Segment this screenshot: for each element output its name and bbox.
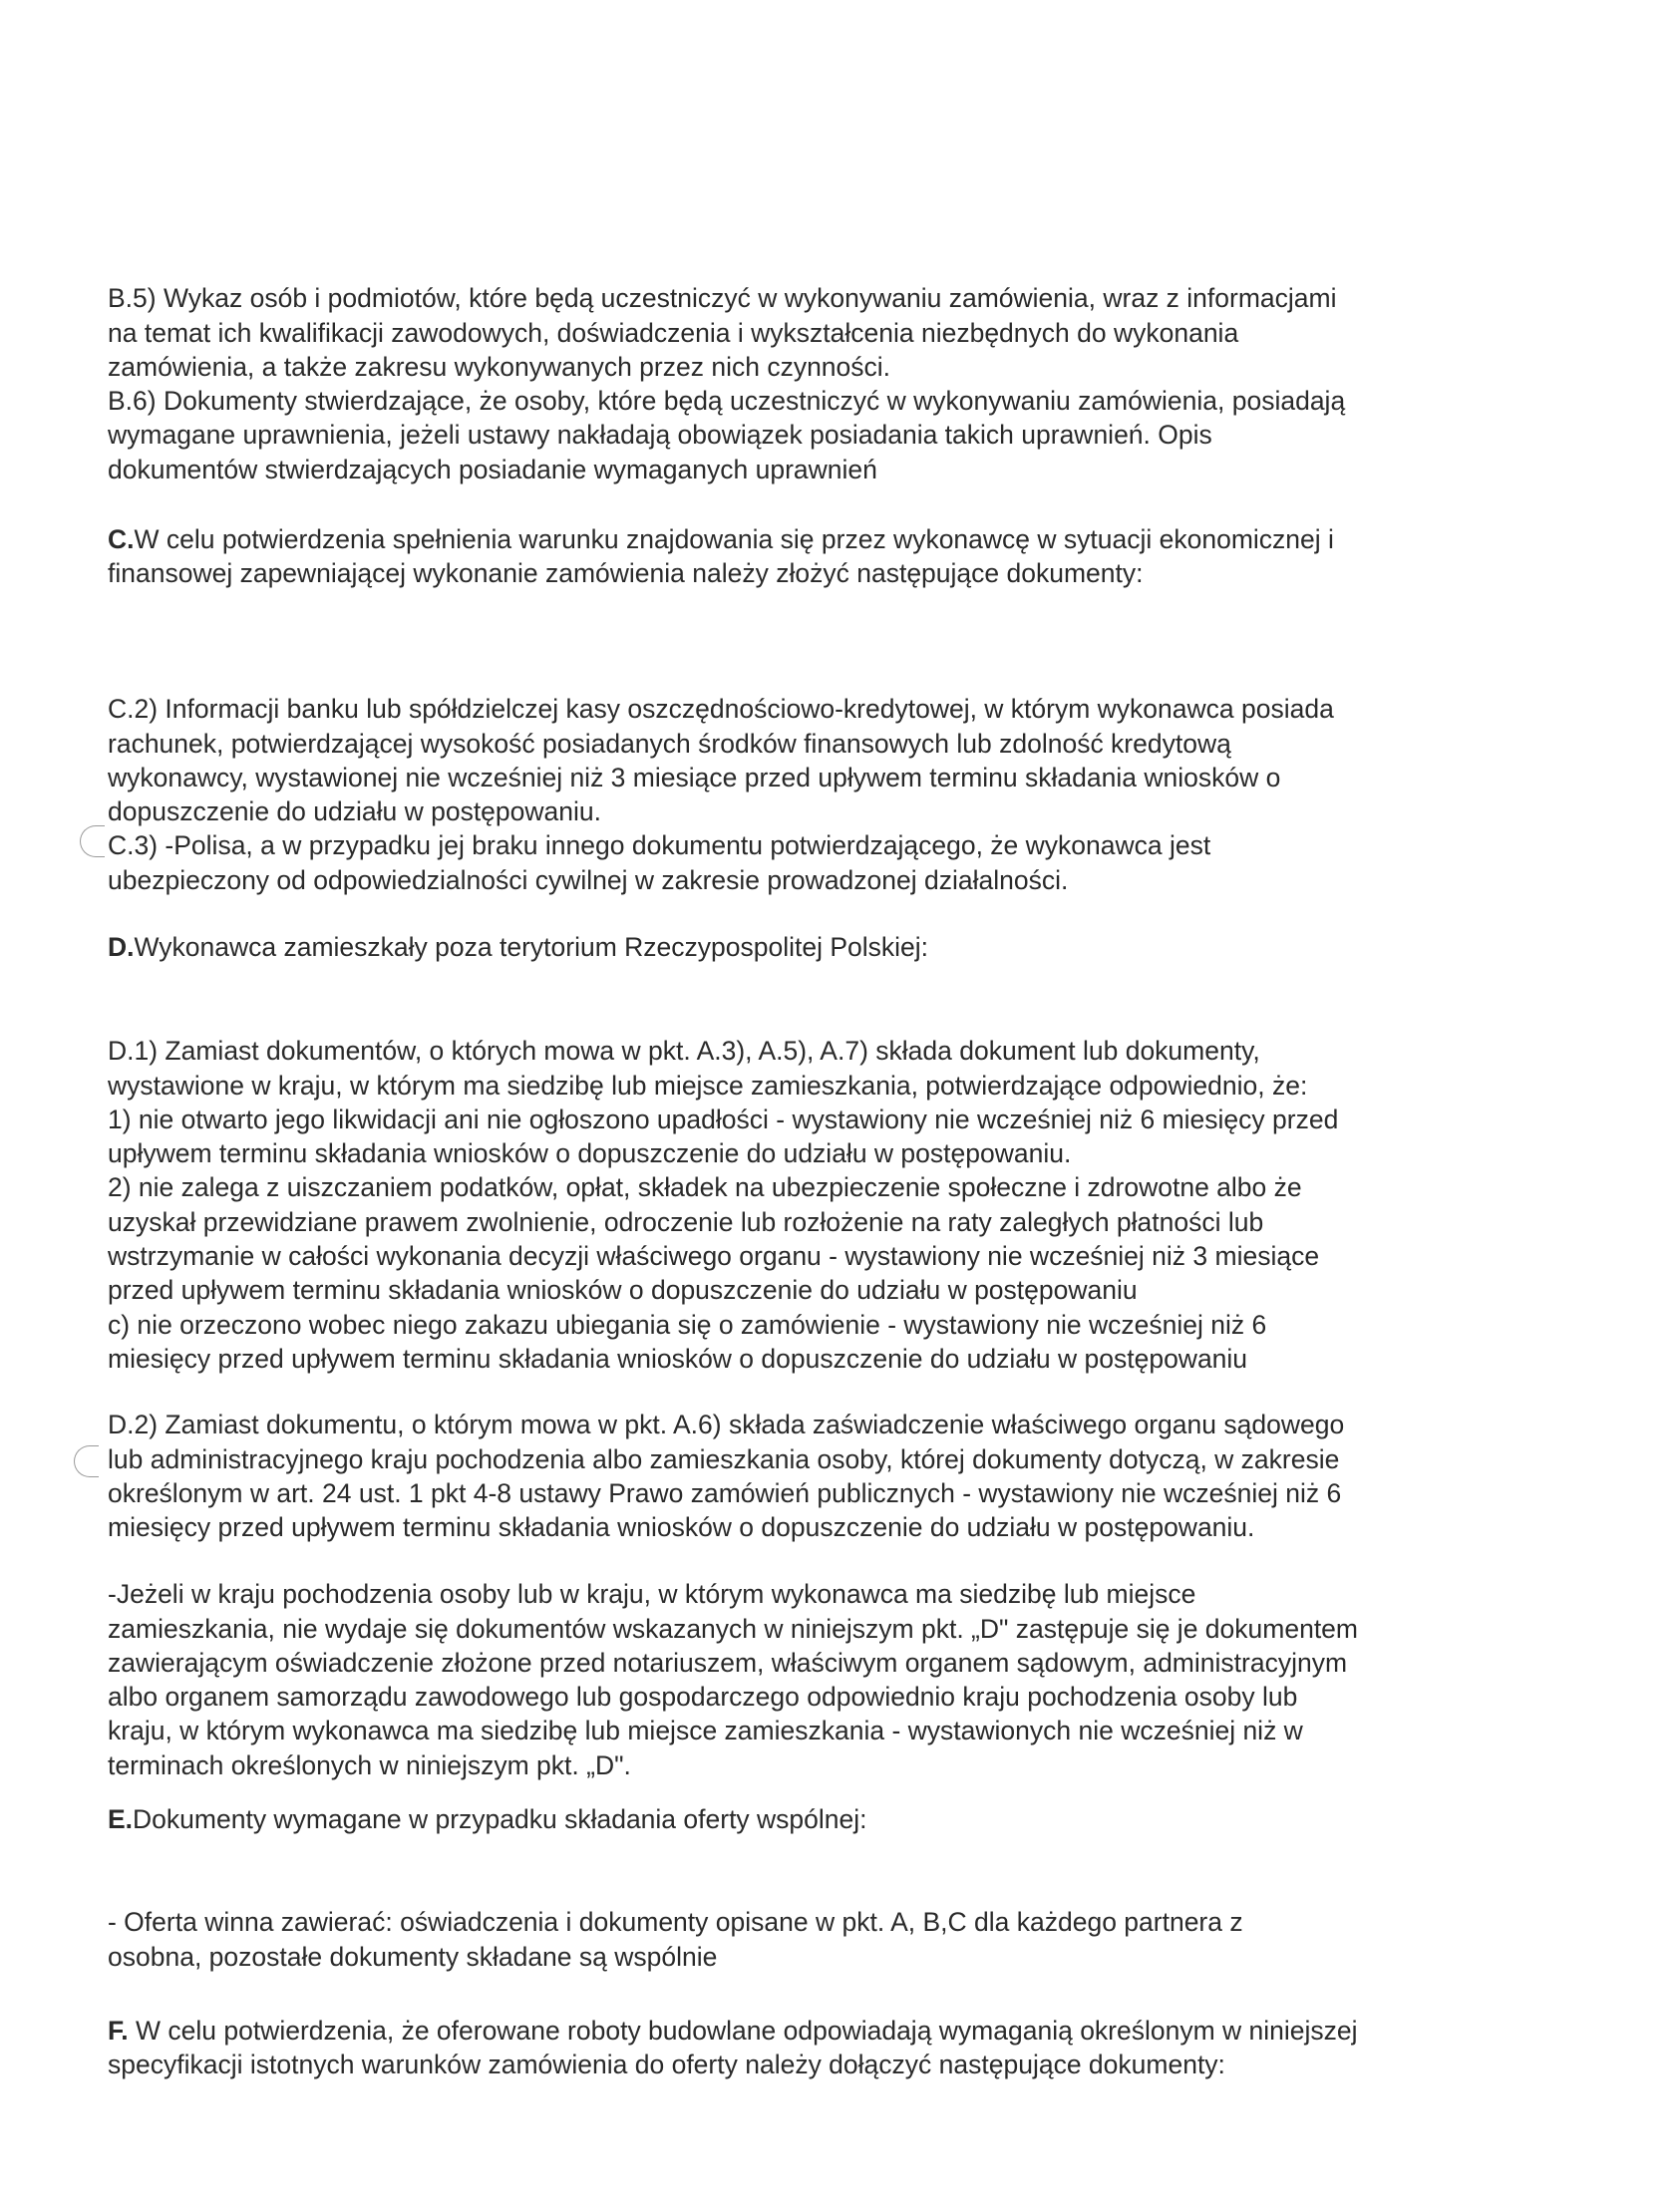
section-e-label: E. [108, 1804, 134, 1834]
section-b5-b6 [108, 247, 1603, 486]
section-c2-c3 [108, 658, 1603, 897]
section-c-intro [108, 522, 1603, 591]
section-d-note [108, 1543, 1603, 1782]
scan-punch-mark [74, 1445, 99, 1477]
section-d1 [108, 1000, 1603, 1376]
section-d2-text: D.2) Zamiast dokumentu, o którym mowa w pkt. A.6) składa zaświadczenie właściwego organu sądowego lub administracyjnego kraju pochodzenia albo zamieszkania osoby, której dokumenty dotyczą, w zakresie określonym w art. 24 ust. 1 pkt 4-8 ustawy Prawo zamówień publicznych - wystawiony nie wcześniej niż 6 miesięcy przed upływem terminu składania wniosków o dopuszczenie do udziału w postępowaniu. [108, 1410, 1345, 1543]
scan-punch-mark [80, 825, 105, 857]
section-d-intro-text: Wykonawca zamieszkały poza terytorium Rzeczypospolitej Polskiej: [134, 932, 929, 962]
section-d-intro [108, 930, 1603, 964]
section-f-label: F. [108, 2016, 129, 2046]
section-e-body-text: - Oferta winna zawierać: oświadczenia i dokumenty opisane w pkt. A, B,C dla każdego partnera z osobna, pozostałe dokumenty składane są wspólnie [108, 1907, 1243, 1972]
section-d2 [108, 1374, 1603, 1544]
section-b5-b6-text: B.5) Wykaz osób i podmiotów, które będą uczestniczyć w wykonywaniu zamówienia, wraz z informacjami na temat ich kwalifikacji zawodowych, doświadczenia i wykształcenia niezbędnych do wykonania zamówienia, a także zakresu wykonywanych przez nich czynności. B.6) Dokumenty stwierdzające, że osoby, które będą uczestniczyć w wykonywaniu zamówienia, posiadają wymagane uprawnienia, jeżeli ustawy nakładają obowiązek posiadania takich uprawnień. Opis dokumentów stwierdzających posiadanie wymaganych uprawnień [108, 283, 1346, 484]
section-c-intro-text: W celu potwierdzenia spełnienia warunku znajdowania się przez wykonawcę w sytuacji ekonomicznej i finansowej zapewniającej wykonanie zamówienia należy złożyć następujące dokumenty: [108, 524, 1334, 589]
section-e-intro [108, 1802, 1603, 1836]
section-d1-text: D.1) Zamiast dokumentów, o których mowa w pkt. A.3), A.5), A.7) składa dokument lub dokumenty, wystawione w kraju, w którym ma siedzibę lub miejsce zamieszkania, potwierdzające odpowiednio, że: 1) nie otwarto jego likwidacji ani nie ogłoszono upadłości - wystawiony nie wcześniej niż 6 miesięcy przed upływem terminu składania wniosków o dopuszczenie do udziału w postępowaniu. 2) nie zalega z uiszczaniem podatków, opłat, składek na ubezpieczenie społeczne i zdrowotne albo że uzyskał przewidziane prawem zwolnienie, odroczenie lub rozłożenie na raty zaległych płatności lub wstrzymanie w całości wykonania decyzji właściwego organu - wystawiony nie wcześniej niż 3 miesiące przed upływem terminu składania wniosków o dopuszczenie do udziału w postępowaniu c) nie orzeczono wobec niego zakazu ubiegania się o zamówienie - wystawiony nie wcześniej niż 6 miesięcy przed upływem terminu składania wniosków o dopuszczenie do udziału w postępowaniu [108, 1036, 1339, 1374]
section-d-note-text: -Jeżeli w kraju pochodzenia osoby lub w kraju, w którym wykonawca ma siedzibę lub miejsce zamieszkania, nie wydaje się dokumentów wskazanych w niniejszym pkt. „D" zastępuje się je dokumentem zawierającym oświadczenie złożone przed notariuszem, właściwym organem sądowym, administracyjnym albo organem samorządu zawodowego lub gospodarczego odpowiednio kraju pochodzenia osoby lub kraju, w którym wykonawca ma siedzibę lub miejsce zamieszkania - wystawionych nie wcześniej niż w terminach określonych w niniejszym pkt. „D". [108, 1579, 1358, 1780]
section-e-intro-text: Dokumenty wymagane w przypadku składania oferty wspólnej: [133, 1804, 867, 1834]
section-d-label: D. [108, 932, 135, 962]
section-f-intro [108, 2014, 1603, 2082]
section-f-intro-text: W celu potwierdzenia, że oferowane roboty budowlane odpowiadają wymaganią określonym w niniejszej specyfikacji istotnych warunków zamówienia do oferty należy dołączyć następujące dokumenty: [108, 2016, 1358, 2080]
section-e-body [108, 1871, 1603, 1974]
section-c-label: C. [108, 524, 135, 554]
section-c2-c3-text: C.2) Informacji banku lub spółdzielczej kasy oszczędnościowo-kredytowej, w którym wykonawca posiada rachunek, potwierdzającej wysokość posiadanych środków finansowych lub zdolność kredytową wykonawcy, wystawionej nie wcześniej niż 3 miesiące przed upływem terminu składania wniosków o dopuszczenie do udziału w postępowaniu. C.3) -Polisa, a w przypadku jej braku innego dokumentu potwierdzającego, że wykonawca jest ubezpieczony od odpowiedzialności cywilnej w zakresie prowadzonej działalności. [108, 694, 1334, 895]
